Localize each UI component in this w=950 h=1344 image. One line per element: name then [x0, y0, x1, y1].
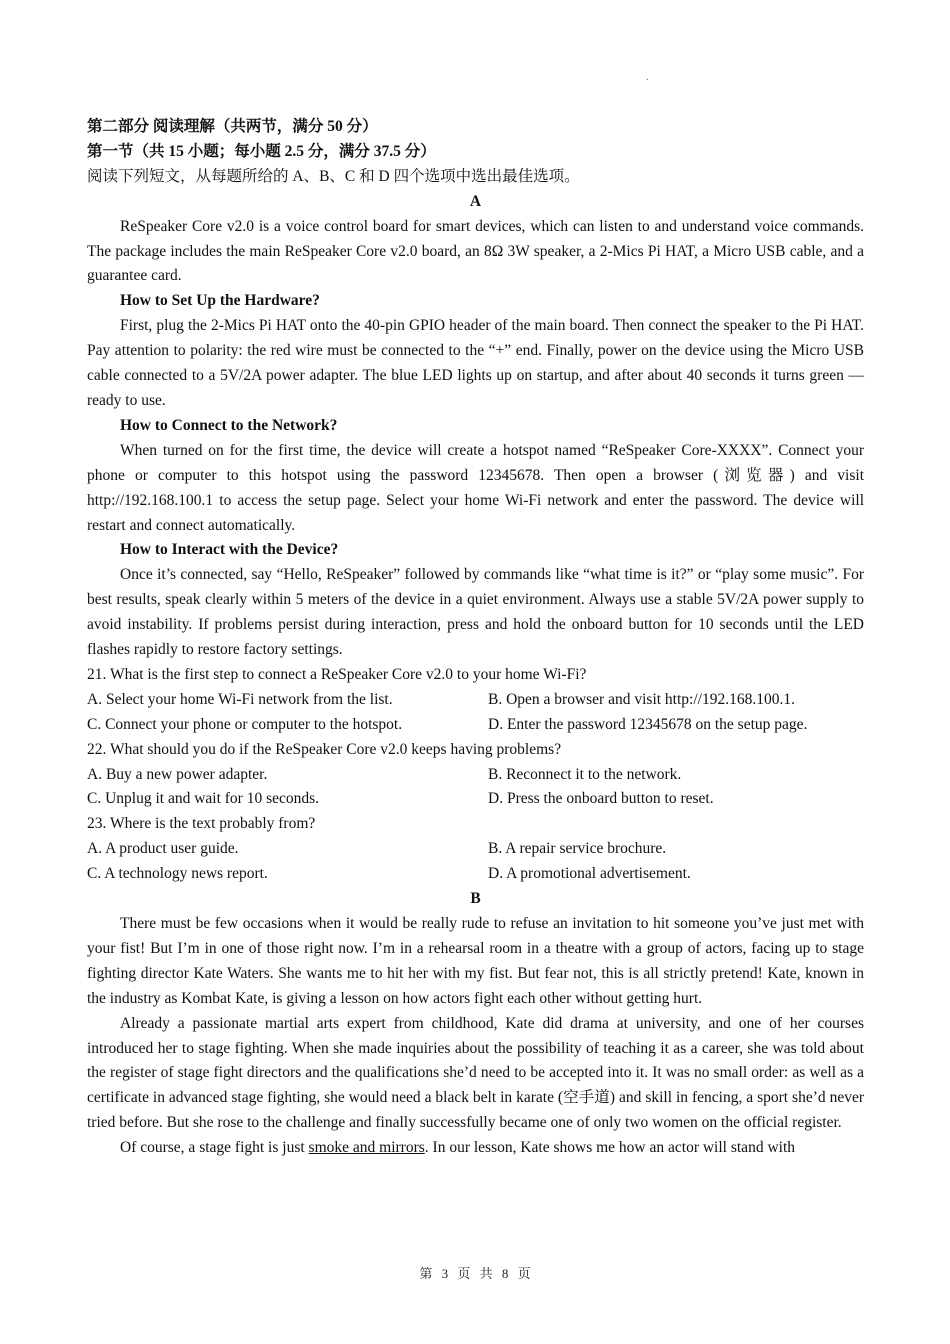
passage-b-paragraph-3	[87, 1136, 864, 1161]
passage-a-label: A	[469, 192, 482, 210]
options-row	[87, 763, 864, 788]
passage-a-heading-3: How to Interact with the Device?	[120, 541, 339, 559]
option-c: C. Connect your phone or computer to the hotspot.	[87, 715, 403, 733]
question-stem: 22. What should you do if the ReSpeaker Core v2.0 keeps having problems?	[87, 740, 562, 758]
option-c: C. Unplug it and wait for 10 seconds.	[87, 790, 320, 808]
part-title: 第二部分 阅读理解（共两节，满分 50 分）	[87, 118, 378, 135]
passage-b-label: B	[470, 890, 481, 908]
passage-b-paragraph-2: Already a passionate martial arts expert from childhood, Kate did drama at university, and one of her courses introduced her to stage fighting. When she made inquiries about the possibility of teaching it as a career, she was told about the register of stage fight directors and the qualifications she’d need to be accepted into it. It was no small order: as well as a certificate in advanced stage fighting, she would need a black belt in karate (空手道) and skill in fencing, a sport she’d never tried before. But she rose to the challenge and finally successfully became one of only two women on the official register.	[87, 1014, 864, 1132]
underlined-phrase: smoke and mirrors	[308, 1139, 425, 1157]
option-a: A. A product user guide.	[87, 840, 239, 858]
option-c: C. A technology news report.	[87, 865, 268, 883]
options-row	[87, 787, 864, 812]
header-mark: .	[646, 72, 649, 83]
option-b: B. Reconnect it to the network.	[488, 765, 682, 783]
options-row	[87, 862, 864, 887]
question-23	[87, 812, 864, 887]
page-footer: 第 3 页 共 8 页	[419, 1266, 531, 1281]
option-a: A. Select your home Wi-Fi network from the list.	[87, 690, 393, 708]
exam-page	[87, 115, 864, 1161]
instructions: 阅读下列短文，从每题所给的 A、B、C 和 D 四个选项中选出最佳选项。	[87, 167, 580, 185]
passage-a-paragraph-1: First, plug the 2-Mics Pi HAT onto the 40-pin GPIO header of the main board. Then connect the speaker to the Pi HAT. Pay attention to polarity: the red wire must be connected to the “+” end. Finally, power on the device using the Micro USB cable connected to a 5V/2A power adapter. The blue LED lights up on startup, and after about 40 seconds it turns green — ready to use.	[87, 317, 864, 409]
option-d: D. A promotional advertisement.	[488, 865, 691, 883]
paragraph-text-start: Of course, a stage fight is just	[120, 1139, 309, 1157]
options-row	[87, 713, 864, 738]
passage-a-intro: ReSpeaker Core v2.0 is a voice control board for smart devices, which can listen to and understand voice commands. The package includes the main ReSpeaker Core v2.0 board, an 8Ω 3W speaker, a 2-Mics Pi HAT, a Micro USB cable, and a guarantee card.	[87, 217, 864, 285]
passage-b-paragraph-1: There must be few occasions when it would be really rude to refuse an invitation to hit someone you’ve just met with your fist! But I’m in one of those right now. I’m in a rehearsal room in a theatre with a group of actors, facing up to stage fighting director Kate Waters. She wants me to hit her with my fist. But fear not, this is all strictly pretend! Kate, known in the industry as Kombat Kate, is giving a lesson on how actors fight each other without getting hurt.	[87, 915, 864, 1007]
question-22	[87, 738, 864, 813]
options-row	[87, 688, 864, 713]
question-21	[87, 663, 864, 738]
paragraph-text-end: . In our lesson, Kate shows me how an actor will stand with	[424, 1139, 795, 1157]
passage-a-paragraph-3: Once it’s connected, say “Hello, ReSpeaker” followed by commands like “what time is it?” or “play some music”. For best results, speak clearly within 5 meters of the device in a quiet environment. Always use a stable 5V/2A power supply to avoid instability. If problems persist during interaction, press and hold the onboard button for 10 seconds until the LED flashes rapidly to restore factory settings.	[87, 566, 864, 659]
passage-a-heading-2: How to Connect to the Network?	[120, 416, 338, 434]
question-stem: 23. Where is the text probably from?	[87, 815, 316, 833]
option-b: B. Open a browser and visit http://192.168.100.1.	[488, 690, 795, 708]
passage-a-heading-1: How to Set Up the Hardware?	[120, 292, 320, 310]
options-row	[87, 837, 864, 862]
option-d: D. Enter the password 12345678 on the setup page.	[488, 715, 808, 733]
passage-a-paragraph-2: When turned on for the first time, the device will create a hotspot named “ReSpeaker Core-XXXX”. Connect your phone or computer to this hotspot using the password 12345678. Then open a browser (浏览器) and visit http://192.168.100.1 to access the setup page. Select your home Wi-Fi network and enter the password. The device will restart and connect automatically.	[87, 441, 864, 534]
option-d: D. Press the onboard button to reset.	[488, 790, 714, 808]
section-title: 第一节（共 15 小题；每小题 2.5 分，满分 37.5 分）	[87, 142, 436, 160]
question-stem: 21. What is the first step to connect a ReSpeaker Core v2.0 to your home Wi-Fi?	[87, 665, 587, 683]
option-b: B. A repair service brochure.	[488, 840, 667, 858]
option-a: A. Buy a new power adapter.	[87, 765, 268, 783]
